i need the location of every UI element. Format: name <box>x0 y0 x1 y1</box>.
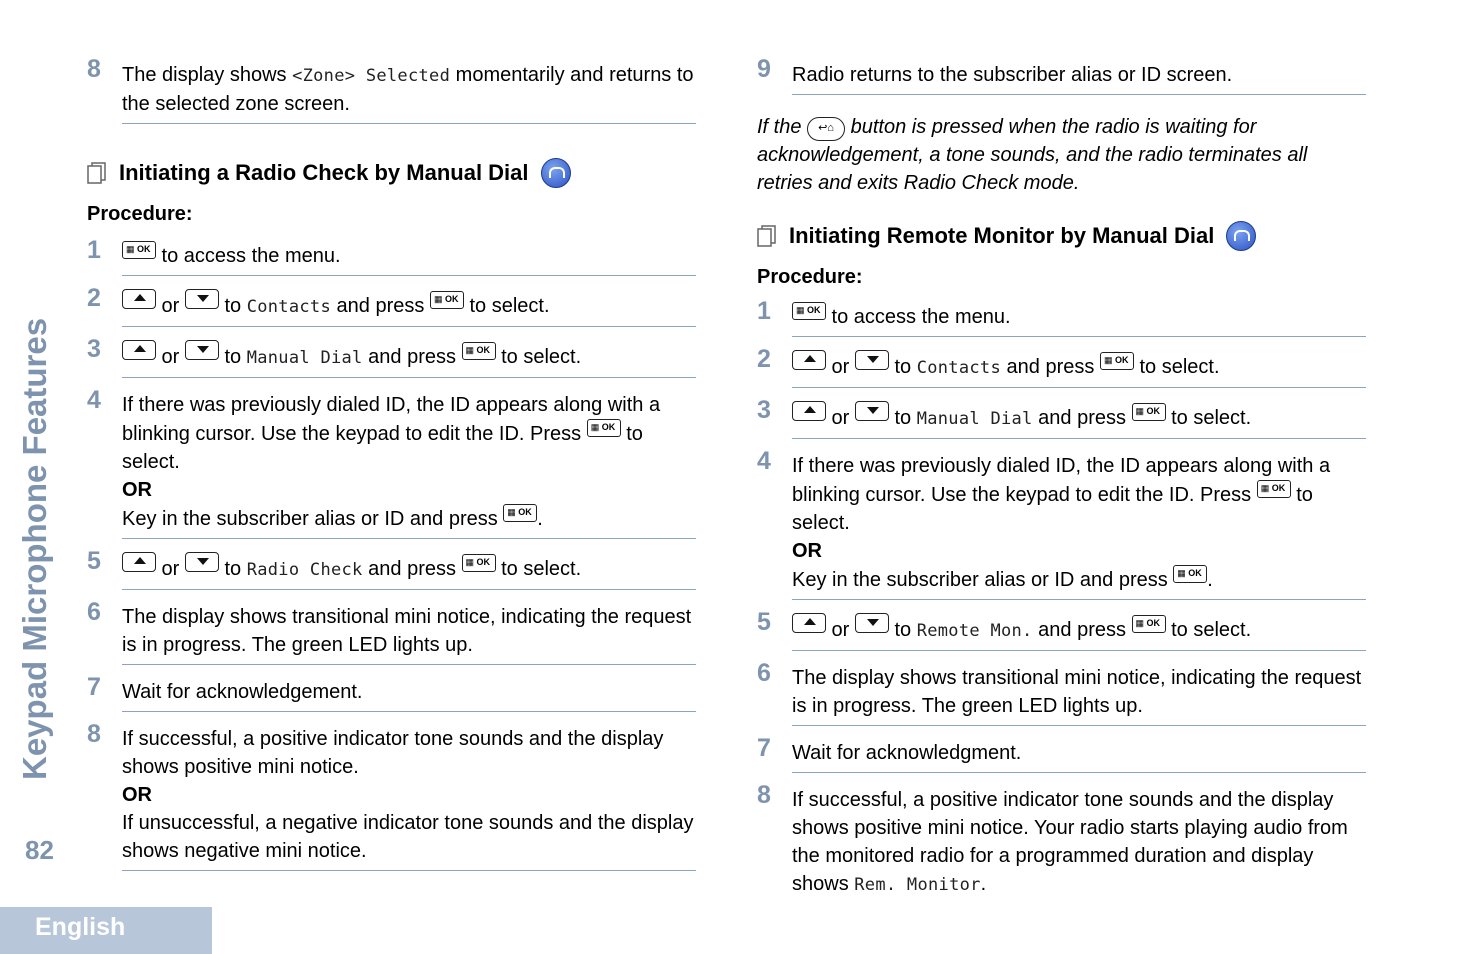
language-tab: English <box>0 907 212 954</box>
menu-ok-key-icon <box>430 291 464 309</box>
page-number: 82 <box>25 835 54 865</box>
up-arrow-key-icon <box>792 350 826 370</box>
step-item: 2 or to Contacts and press ▦ OK to select. <box>757 347 1366 388</box>
up-arrow-key-icon <box>122 340 156 360</box>
menu-ok-key-icon <box>1132 403 1166 421</box>
up-arrow-key-icon <box>122 289 156 309</box>
down-arrow-key-icon <box>855 613 889 633</box>
note-paragraph: If the ↩⌂ button is pressed when the radio is waiting for acknowledgement, a tone sounds, and the radio terminates all retries and exits Radio Check mode. <box>757 116 1308 194</box>
back-home-key-icon: ↩⌂ <box>807 117 845 141</box>
menu-ok-key-icon <box>587 419 621 437</box>
step-number: 8 <box>87 55 101 83</box>
up-arrow-key-icon <box>122 552 156 572</box>
step-item: 8 The display shows <Zone> Selected momentarily and returns to the selected zone screen. <box>87 57 696 124</box>
step-item: 8 If successful, a positive indicator tone sounds and the display shows positive mini notice. Your radio starts playing audio from the monitored radio for a programmed duration and display shows Rem. Monitor. <box>757 781 1348 895</box>
down-arrow-key-icon <box>185 340 219 360</box>
section-heading: Initiating Remote Monitor by Manual Dial <box>757 221 1366 251</box>
section-heading-icon <box>87 162 107 184</box>
menu-ok-key-icon <box>503 504 537 522</box>
menu-ok-key-icon <box>1257 480 1291 498</box>
step-item: 3 or to Manual Dial and press ▦ OK to select. <box>757 398 1366 439</box>
step-item: 5 or to Remote Mon. and press ▦ OK to select. <box>757 610 1366 651</box>
step-item: 7 Wait for acknowledgment. <box>757 736 1366 773</box>
procedure-label: Procedure: <box>757 266 863 288</box>
step-item: 4 If there was previously dialed ID, the ID appears along with a blinking cursor. Use the keypad to edit the ID. Press ▦ OK to select. OR Key in the subscriber alias or ID and press ▦ OK. <box>757 449 1366 600</box>
down-arrow-key-icon <box>185 552 219 572</box>
step-item: 7 Wait for acknowledgement. <box>87 675 696 712</box>
menu-ok-key-icon <box>1132 615 1166 633</box>
menu-ok-key-icon <box>462 554 496 572</box>
step-item: 1 ▦ OK to access the menu. <box>757 299 1366 337</box>
down-arrow-key-icon <box>185 289 219 309</box>
step-item: 6 The display shows transitional mini notice, indicating the request is in progress. The green LED lights up. <box>87 600 696 665</box>
display-text: <Zone> Selected <box>292 66 451 86</box>
procedure-label: Procedure: <box>87 203 193 225</box>
step-item: 8 If successful, a positive indicator tone sounds and the display shows positive mini notice. OR If unsuccessful, a negative indicator tone sounds and the display shows negative mini notice. <box>87 722 696 871</box>
step-item: 1 ▦ OK to access the menu. <box>87 238 696 276</box>
step-item: 5 or to Radio Check and press ▦ OK to select. <box>87 549 696 590</box>
section-heading: Initiating a Radio Check by Manual Dial <box>87 158 696 188</box>
step-item: 2 or to Contacts and press ▦ OK to select. <box>87 286 696 327</box>
down-arrow-key-icon <box>855 350 889 370</box>
up-arrow-key-icon <box>792 401 826 421</box>
step-item: 9 Radio returns to the subscriber alias or ID screen. <box>757 57 1366 95</box>
menu-ok-key-icon <box>122 241 156 259</box>
menu-ok-key-icon <box>1173 565 1207 583</box>
right-column <box>757 57 1366 904</box>
feature-availability-icon <box>1226 221 1256 251</box>
step-item: 3 or to Manual Dial and press ▦ OK to select. <box>87 337 696 378</box>
down-arrow-key-icon <box>855 401 889 421</box>
section-heading-icon <box>757 225 777 247</box>
step-item: 6 The display shows transitional mini notice, indicating the request is in progress. The green LED lights up. <box>757 661 1366 726</box>
menu-ok-key-icon <box>792 302 826 320</box>
menu-ok-key-icon <box>462 342 496 360</box>
up-arrow-key-icon <box>792 613 826 633</box>
left-column <box>87 57 696 871</box>
step-item: 4 If there was previously dialed ID, the ID appears along with a blinking cursor. Use the keypad to edit the ID. Press ▦ OK to select. OR Key in the subscriber alias or ID and press ▦ OK. <box>87 388 696 539</box>
menu-ok-key-icon <box>1100 352 1134 370</box>
section-side-title: Keypad Microphone Features <box>16 317 53 780</box>
feature-availability-icon <box>541 158 571 188</box>
